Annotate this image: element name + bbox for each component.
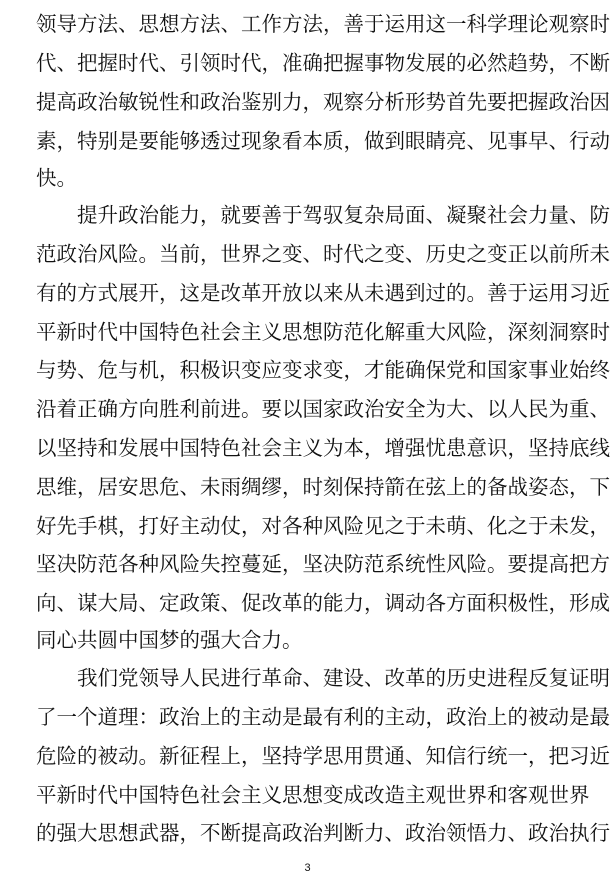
text-line: 平新时代中国特色社会主义思想变成改造主观世界和客观世界: [36, 783, 590, 807]
text-line: 有的方式展开，这是改革开放以来从未遇到过的。善于运用习近: [36, 281, 610, 305]
text-line: 向、谋大局、定政策、促改革的能力，调动各方面积极性，形成: [36, 591, 610, 615]
text-line: 范政治风险。当前，世界之变、时代之变、历史之变正以前所未: [36, 242, 610, 266]
text-line: 快。: [36, 166, 77, 190]
text-line: 好先手棋，打好主动仗，对各种风险见之于未萌、化之于未发，: [36, 514, 610, 538]
text-line: 危险的被动。新征程上，坚持学思用贯通、知信行统一，把习近: [36, 744, 610, 768]
text-line: 我们党领导人民进行革命、建设、改革的历史进程反复证明: [36, 666, 610, 690]
text-line: 提升政治能力，就要善于驾驭复杂局面、凝聚社会力量、防: [36, 203, 610, 227]
text-line: 领导方法、思想方法、工作方法，善于运用这一科学理论观察时: [36, 12, 610, 36]
text-line: 与势、危与机，积极识变应变求变，才能确保党和国家事业始终: [36, 358, 610, 382]
text-line: 沿着正确方向胜利前进。要以国家政治安全为大、以人民为重、: [36, 397, 610, 421]
text-line: 以坚持和发展中国特色社会主义为本，增强忧患意识，坚持底线: [36, 436, 610, 460]
text-line: 代、把握时代、引领时代，准确把握事物发展的必然趋势，不断: [36, 51, 610, 75]
text-line: 素，特别是要能够透过现象看本质，做到眼睛亮、见事早、行动: [36, 129, 610, 153]
text-line: 思维，居安思危、未雨绸缪，时刻保持箭在弦上的备战姿态，下: [36, 475, 610, 499]
text-line: 同心共圆中国梦的强大合力。: [36, 628, 303, 652]
page-number: 3: [304, 862, 311, 874]
text-line: 提高政治敏锐性和政治鉴别力，观察分析形势首先要把握政治因: [36, 90, 610, 114]
text-line: 平新时代中国特色社会主义思想防范化解重大风险，深刻洞察时: [36, 320, 610, 344]
text-line: 的强大思想武器，不断提高政治判断力、政治领悟力、政治执行: [36, 821, 610, 845]
text-line: 了一个道理：政治上的主动是最有利的主动，政治上的被动是最: [36, 705, 610, 729]
text-line: 坚决防范各种风险失控蔓延，坚决防范系统性风险。要提高把方: [36, 552, 610, 576]
